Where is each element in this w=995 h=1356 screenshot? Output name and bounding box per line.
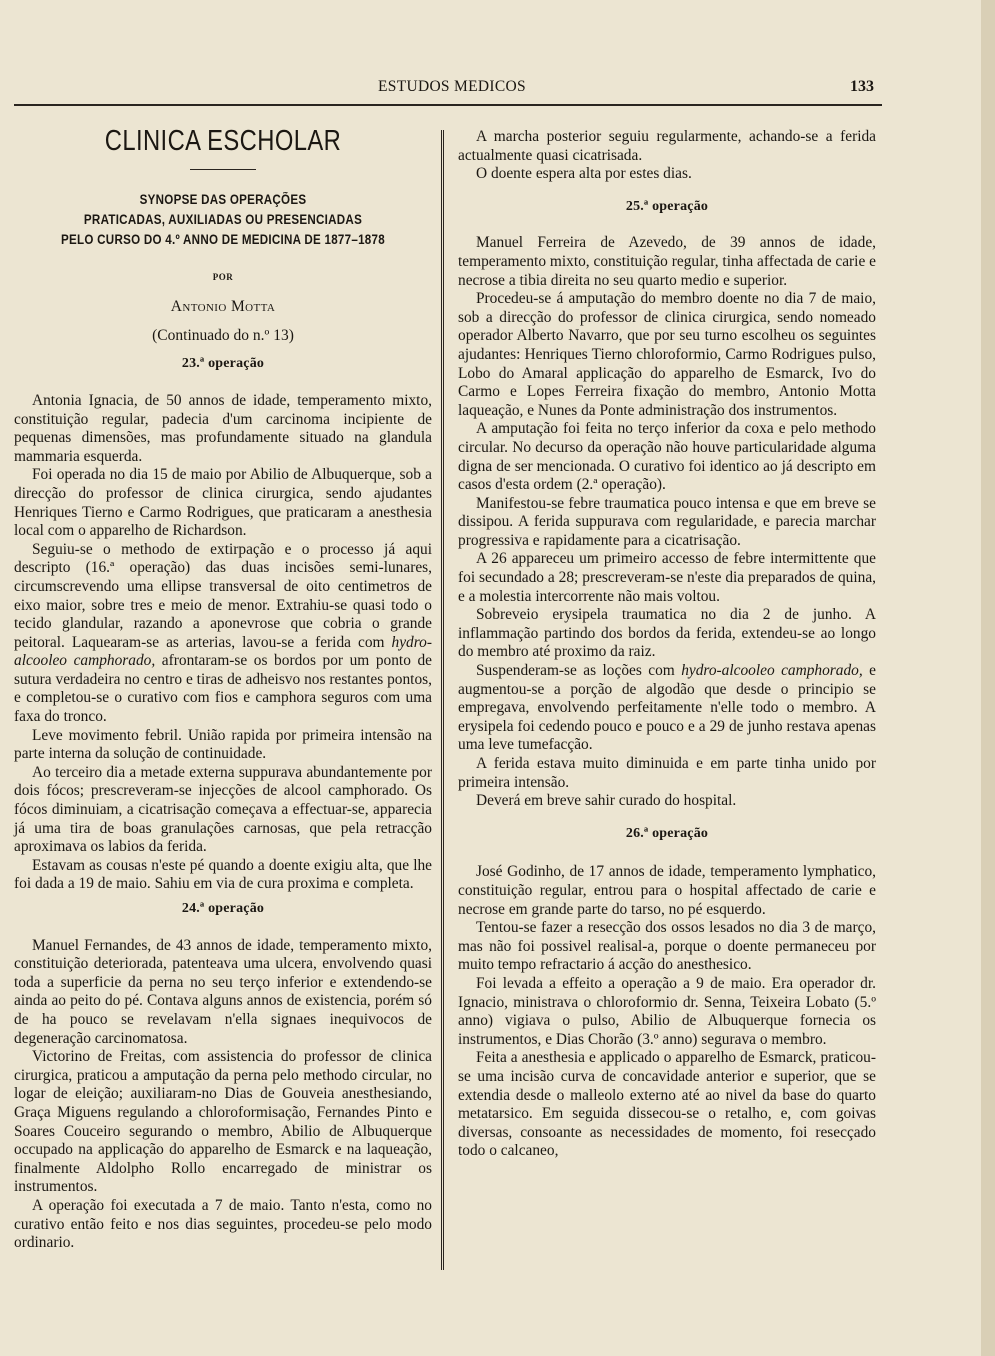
paragraph: Victorino de Freitas, com assistencia do professor de clinica cirurgica, praticou a amputação da perna pelo methodo circular, no logar de eleição; auxiliaram-no Dias de Gouveia anesthesiando, Graça Miguens regulando a chloroformisação, Fernandes Pinto e Soares Couceiro segurando o membro, Abilio de Albuquerque occupado na applicação do apparelho de Esmarck e na laqueação, finalmente Aldolpho Rollo encarregado de ministrar os instrumentos. [14, 1048, 432, 1196]
paragraph: Ao terceiro dia a metade externa suppurava abundantemente por dois fócos; prescreveram-se injecções de alcool camphorado. Os fócos diminuiam, a cicatrisação começava a effectuar-se, apparecia já uma tira de boas granulações carnosas, que pela retracção aproximava os labios da ferida. [14, 763, 432, 856]
paragraph: O doente espera alta por estes dias. [476, 165, 692, 183]
text-run: e augmentou-se a porção de algodão que desde o principio se empregava, envolvendo perfeitamente n'elle todo o membro. A erysipela foi cedendo pouco e pouco e a 29 de junho restava apenas uma leve tumefacção. [458, 662, 876, 754]
author-name: Antonio Motta [170, 298, 276, 316]
text-run: Suspenderam-se as loções com [476, 662, 682, 680]
italic-term: hydro-alcooleo camphorado, [681, 662, 863, 680]
paragraph: A amputação foi feita no terço inferior da coxa e pelo methodo circular. No decurso da operação não houve particularidade alguma digna de ser mencionada. O curativo foi identico ao já descripto em casos d'esta ordem (2.ª operação). [458, 420, 876, 494]
synopsis-line: PRATICADAS, AUXILIADAS OU PRESENCIADAS [83, 211, 363, 227]
paragraph: Procedeu-se á amputação do membro doente no dia 7 de maio, sob a direcção do professor de clinica cirurgica, sendo nomeado operador Alberto Navarro, que por seu turno escolheu os seguintes ajudantes: Henriques Tierno chloroformio, Carmo Rodrigues pulso, Lobo do Amaral applicação do apparelho de Esmarck, Ivo do Carmo e Lopes Ferreira fixação do membro, Antonio Motta laqueação, e Nunes da Ponte administração dos instrumentos. [458, 290, 876, 419]
paragraph: José Godinho, de 17 annos de idade, temperamento lymphatico, constituição regular, entrou para o hospital affectado de carie e necrose em grande parte do tarso, no pé esquerdo. [458, 863, 876, 918]
running-title: ESTUDOS MEDICOS [378, 78, 526, 95]
paragraph: Manuel Fernandes, de 43 annos de idade, temperamento mixto, constituição deteriorada, patenteava uma ulcera, envolvendo quasi toda a superficie da perna no seu terço inferior e extendendo-se ainda ao peito do pé. Contava alguns annos de existencia, porém só de ha pouco se revelavam n'ella signaes inequivocos de degeneração carcinomatosa. [14, 936, 432, 1047]
paragraph: A ferida estava muito diminuida e em parte tinha unido por primeira intensão. [458, 755, 876, 791]
paragraph: A 26 appareceu um primeiro accesso de febre intermittente que foi secundado a 28; prescreveram-se n'este dia preparados de quina, e a molestia intercorrente não mais voltou. [458, 550, 876, 605]
operation-heading: 25.ª operação [625, 198, 709, 214]
synopsis [14, 190, 432, 250]
left-column [14, 125, 432, 1253]
paragraph: Sobreveio erysipela traumatica no dia 2 de junho. A inflammação partindo dos bordos da ferida, extendeu-se ao longo do membro até proximo da raiz. [458, 606, 876, 661]
paragraph [458, 662, 876, 755]
paragraph: A operação foi executada a 7 de maio. Tanto n'esta, como no curativo então feito e nos dias seguintes, procedeu-se pelo modo ordinario. [14, 1196, 432, 1252]
italic-term: hydro-alcooleo camphorado, [14, 633, 432, 670]
section-title: CLINICA ESCHOLAR [104, 125, 342, 157]
paragraph: Antonia Ignacia, de 50 annos de idade, temperamento mixto, constituição regular, padecia d'um carcinoma incipiente de pequenas dimensões, mas profundamente situado na glandula mammaria esquerda. [14, 391, 432, 465]
text-run: afrontaram-se os bordos por um ponto de sutura verdadeira no centro e tiras de adheisvo nos restantes pontos, e completou-se o curativo com fios e camphora seguros com uma faxa do tronco. [14, 652, 432, 726]
byline-por: POR [212, 271, 234, 282]
page-header [14, 76, 884, 100]
operation-heading: 26.ª operação [625, 825, 709, 841]
continued-note: (Continuado do n.º 13) [152, 326, 294, 344]
operation-heading: 23.ª operação [181, 356, 265, 372]
page-number: 133 [850, 78, 874, 95]
paragraph: Manuel Ferreira de Azevedo, de 39 annos de idade, temperamento mixto, constituição regular, tinha affectada de carie e necrose a tibia direita no seu quarto medio e superior. [458, 234, 876, 289]
synopsis-line: SYNOPSE DAS OPERAÇÕES [139, 191, 307, 207]
header-rule [14, 104, 882, 106]
paragraph: Deverá em breve sahir curado do hospital. [476, 792, 737, 810]
paragraph: Manifestou-se febre traumatica pouco intensa e que em breve se dissipou. A ferida suppurava com regularidade, e parecia marchar progressiva e rapidamente para a cicatrisação. [458, 494, 876, 549]
text-run: Seguiu-se o methodo de extirpação e o processo já aqui descripto (16.ª operação) das duas incisões semi-lunares, circumscrevendo uma ellipse transversal de oito centimetros de eixo maior, sobre tres e meio de menor. Extrahiu-se quasi todo o tecido glandular, razando a aponevrose que cobria o grande peitoral. Laquearam-se as arterias, lavou-se a ferida com [14, 540, 432, 651]
paragraph [14, 541, 432, 727]
paragraph: Foi operada no dia 15 de maio por Abilio de Albuquerque, sob a direcção do professor de clinica cirurgica, sendo ajudantes Henriques Tierno e Carmo Rodrigues, que praticaram a anesthesia local com o apparelho de Richardson. [14, 466, 432, 540]
paragraph: A marcha posterior seguiu regularmente, achando-se a ferida actualmente quasi cicatrisada. [458, 128, 876, 164]
synopsis-line: PELO CURSO DO 4.º ANNO DE MEDICINA DE 1877–1878 [61, 231, 385, 247]
operation-heading: 24.ª operação [181, 901, 265, 916]
paragraph: Feita a anesthesia e applicado o apparelho de Esmarck, praticou-se uma incisão curva de concavidade anterior e superior, que se extendia desde o malleolo externo até ao nivel da base do quarto metatarsico. Em seguida dissecou-se o retalho, e, com goivas diversas, consoante as necessidades de momento, foi resecçado todo o calcaneo, [458, 1049, 876, 1160]
paragraph: Tentou-se fazer a resecção dos ossos lesados no dia 3 de março, mas não foi possivel realisal-a, porque o doente permaneceu por muito tempo refractario á acção do anesthesico. [458, 919, 876, 974]
paragraph: Leve movimento febril. União rapida por primeira intensão na parte interna da solução de continuidade. [14, 726, 432, 763]
page-edge [981, 0, 995, 1356]
column-divider [441, 130, 444, 1270]
right-column [458, 128, 876, 1161]
paragraph: Foi levada a effeito a operação a 9 de maio. Era operador dr. Ignacio, ministrava o chloroformio dr. Senna, Teixeira Lobato (5.º anno) vigiava o pulso, Abilio de Albuquerque fornecia os instrumentos, e Dias Chorão (3.º anno) segurava o membro. [458, 974, 876, 1048]
paragraph: Estavam as cousas n'este pé quando a doente exigiu alta, que lhe foi dada a 19 de maio. Sahiu em via de cura proxima e completa. [14, 856, 432, 893]
title-rule [190, 169, 256, 170]
